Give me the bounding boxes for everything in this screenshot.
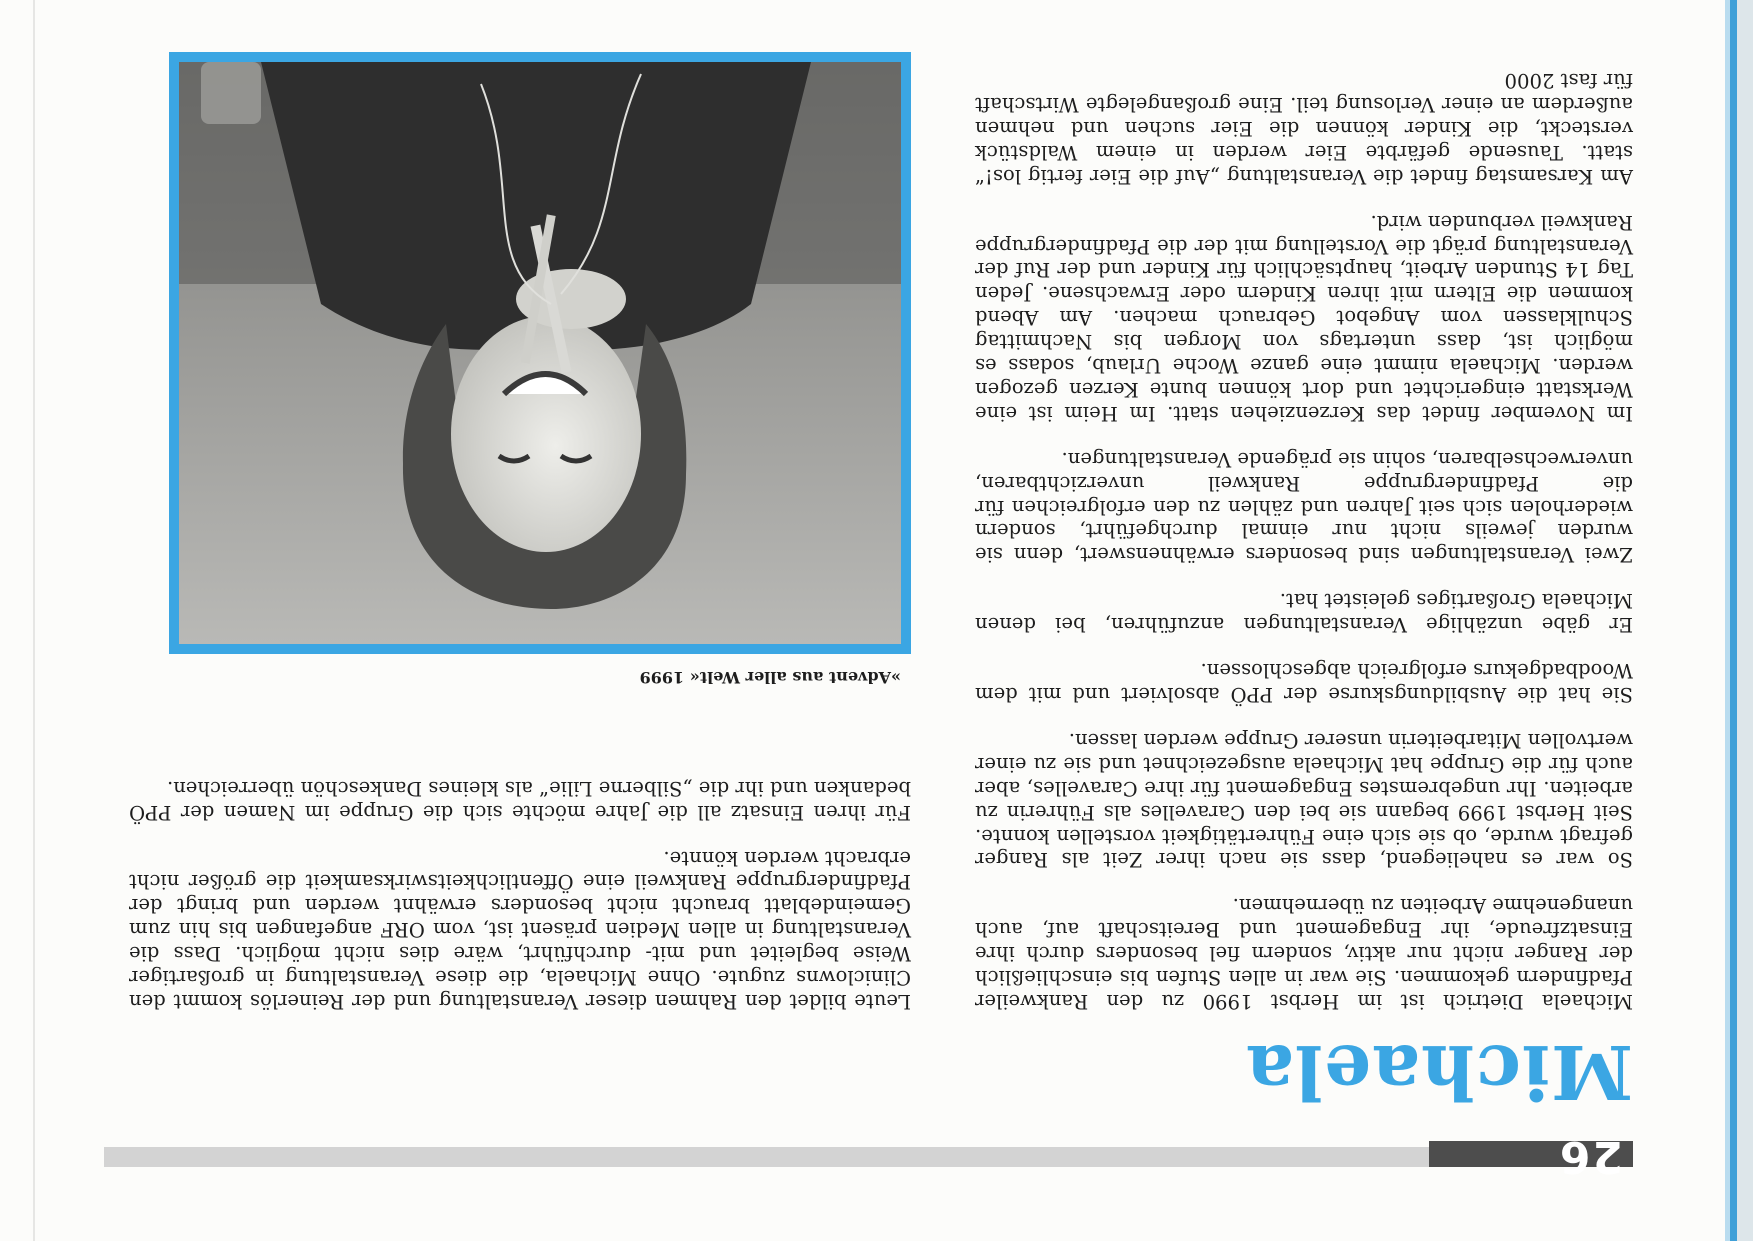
photo-caption: »Advent aus aller Welt« 1999: [639, 668, 901, 687]
paragraph: Für ihren Einsatz all die Jahre möchte sich die Gruppe im Namen der PPÖ bedanken und ihr die „Silberne Lilie“ als kleines Dankeschön überreichen.: [129, 776, 911, 824]
header-rule: [104, 1147, 1429, 1167]
face: [451, 316, 641, 552]
paragraph: Am Karsamstag findet die Veranstaltung „Auf die Eier fertig los!“ statt. Tausende gefärbte Eier werden in einem Waldstück versteckt, die Kinder können die Eier suchen und nehmen außerdem an einer Verlosung teil. Eine großangelegte Wirtschaft für fast 2000: [975, 69, 1633, 188]
page-title: Michaela: [1245, 1028, 1633, 1114]
right-column: [129, 754, 911, 1013]
paragraph: Sie hat die Ausbildungskurse der PPÖ absolviert und mit dem Woodbadgekurs erfolgreich abgeschlossen.: [975, 659, 1633, 707]
page-number: 26: [1557, 1131, 1623, 1182]
paragraph: Leute bildet den Rahmen dieser Veranstaltung und der Reinerlös kommt den Cliniclowns zugute. Ohne Michaela, die diese Veranstaltung in großartiger Weise begleitet und mit- durchführt, wäre dies nicht möglich. Dass die Veranstaltung in allen Medien präsent ist, vom ORF angefangen bis hin zum Gemeindeblatt braucht nicht besonders erwähnt werden und bringt der Pfadfindergruppe Rankweil eine Öffentlichkeitswirksamkeit die größer nicht erbracht werden könnte.: [129, 846, 911, 1013]
paragraph: Michaela Dietrich ist im Herbst 1990 zu den Rankweiler Pfadfindern gekommen. Sie war in allen Stufen bis einschließlich der Ranger nicht nur aktiv, sondern fiel besonders durch ihre Einsatzfreude, ihr Engagement und Bereitschaft auf, auch unangenehme Arbeiten zu übernehmen.: [975, 894, 1633, 1013]
portrait-photo: [179, 62, 901, 644]
photo-frame: [169, 52, 911, 654]
paragraph: So war es naheliegend, dass sie nach ihrer Zeit als Ranger gefragt wurde, ob sie sich eine Führertätigkeit vorstellen konnte. Seit Herbst 1999 begann sie bei den Caravelles als Führerin zu arbeiten. Ihr ungebremstes Engagement für ihre Caravelles, aber auch für die Gruppe hat Michaela ausgezeichnet und sie zu einer wertvollen Mitarbeiterin unserer Gruppe werden lassen.: [975, 728, 1633, 872]
paragraph: Im November findet das Kerzenziehen statt. Im Heim ist eine Werkstatt eingerichtet und dort können bunte Kerzen gezogen werden. Michaela nimmt eine ganze Woche Urlaub, sodass es möglich ist, dass untertags von Morgen bis Nachmittag Schulklassen vom Angebot Gebrauch machen. Am Abend kommen die Eltern mit ihren Kindern oder Erwachsene. Jeden Tag 14 Stunden Arbeit, hauptsächlich für Kinder und der Ruf der Veranstaltung prägt die Vorstellung mit der die Pfadfindergruppe Rankweil verbunden wird.: [975, 210, 1633, 425]
binding-edge: [1737, 0, 1753, 1241]
paragraph: Er gäbe unzählige Veranstaltungen anzuführen, bei denen Michaela Großartiges geleistet hat.: [975, 589, 1633, 637]
left-column: [975, 46, 1633, 1013]
binding-edge-light-stripe: [1725, 0, 1730, 1241]
fold-line: [33, 0, 35, 1241]
paragraph: Zwei Veranstaltungen sind besonders erwähnenswert, denn sie wurden jeweils nicht nur einmal durchgeführt, sondern wiederholen sich seit Jahren und zählen zu den erfolgreichen für die Pfadfindergruppe Rankweil unverzichtbaren, unverwechselbaren, sohin sie prägende Veranstaltungen.: [975, 447, 1633, 567]
binding-edge-blue-stripe: [1730, 0, 1737, 1241]
